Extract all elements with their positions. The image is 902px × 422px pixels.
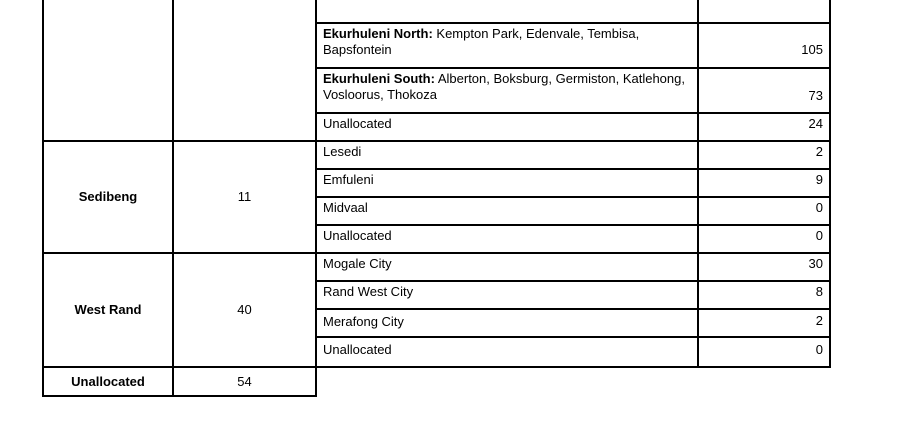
table-border xyxy=(829,0,831,368)
subregion-count: 9 xyxy=(815,172,823,187)
table-border xyxy=(42,395,317,397)
district-count: 11 xyxy=(237,189,252,204)
table-border xyxy=(315,308,831,310)
subregion-label: Unallocated xyxy=(323,116,392,131)
district-count: 40 xyxy=(237,302,252,317)
district-name: Unallocated xyxy=(71,373,145,389)
subregion-label: Lesedi xyxy=(323,144,362,159)
district-count: 54 xyxy=(237,373,252,389)
subregion-label-bold: Ekurhuleni South: xyxy=(323,71,435,86)
subregion-label: Unallocated xyxy=(323,342,392,357)
subregion-count: 2 xyxy=(815,313,823,328)
subregion-count: 105 xyxy=(801,42,823,57)
subregion-count: 0 xyxy=(815,200,823,215)
subregion-count: 30 xyxy=(808,256,823,271)
subregion-count: 8 xyxy=(815,284,823,299)
subregion-count: 73 xyxy=(808,88,823,103)
table-border xyxy=(315,366,831,368)
subregion-label: Merafong City xyxy=(323,314,404,329)
subregion-label: Unallocated xyxy=(323,228,392,243)
district-name: West Rand xyxy=(74,302,142,317)
subregion-label: Mogale City xyxy=(323,256,392,271)
table-border xyxy=(315,336,831,338)
subregion-count: 0 xyxy=(815,342,823,357)
subregion-label-text: Kempton Park, Edenvale, Tembisa, Bapsfontein xyxy=(323,26,640,57)
subregion-label xyxy=(317,24,697,67)
subregion-label: Rand West City xyxy=(323,284,414,299)
subregion-label xyxy=(317,69,697,112)
subregion-label: Emfuleni xyxy=(323,172,374,187)
subregion-label-bold: Ekurhuleni North: xyxy=(323,26,433,41)
subregion-label-text: Alberton, Boksburg, Germiston, Katlehong, Vosloorus, Thokoza xyxy=(323,71,685,102)
subregion-count: 0 xyxy=(815,228,823,243)
subregion-label: Midvaal xyxy=(323,200,368,215)
subregion-count: 24 xyxy=(808,116,823,131)
district-name: Sedibeng xyxy=(78,189,138,204)
subregion-count: 2 xyxy=(815,144,823,159)
